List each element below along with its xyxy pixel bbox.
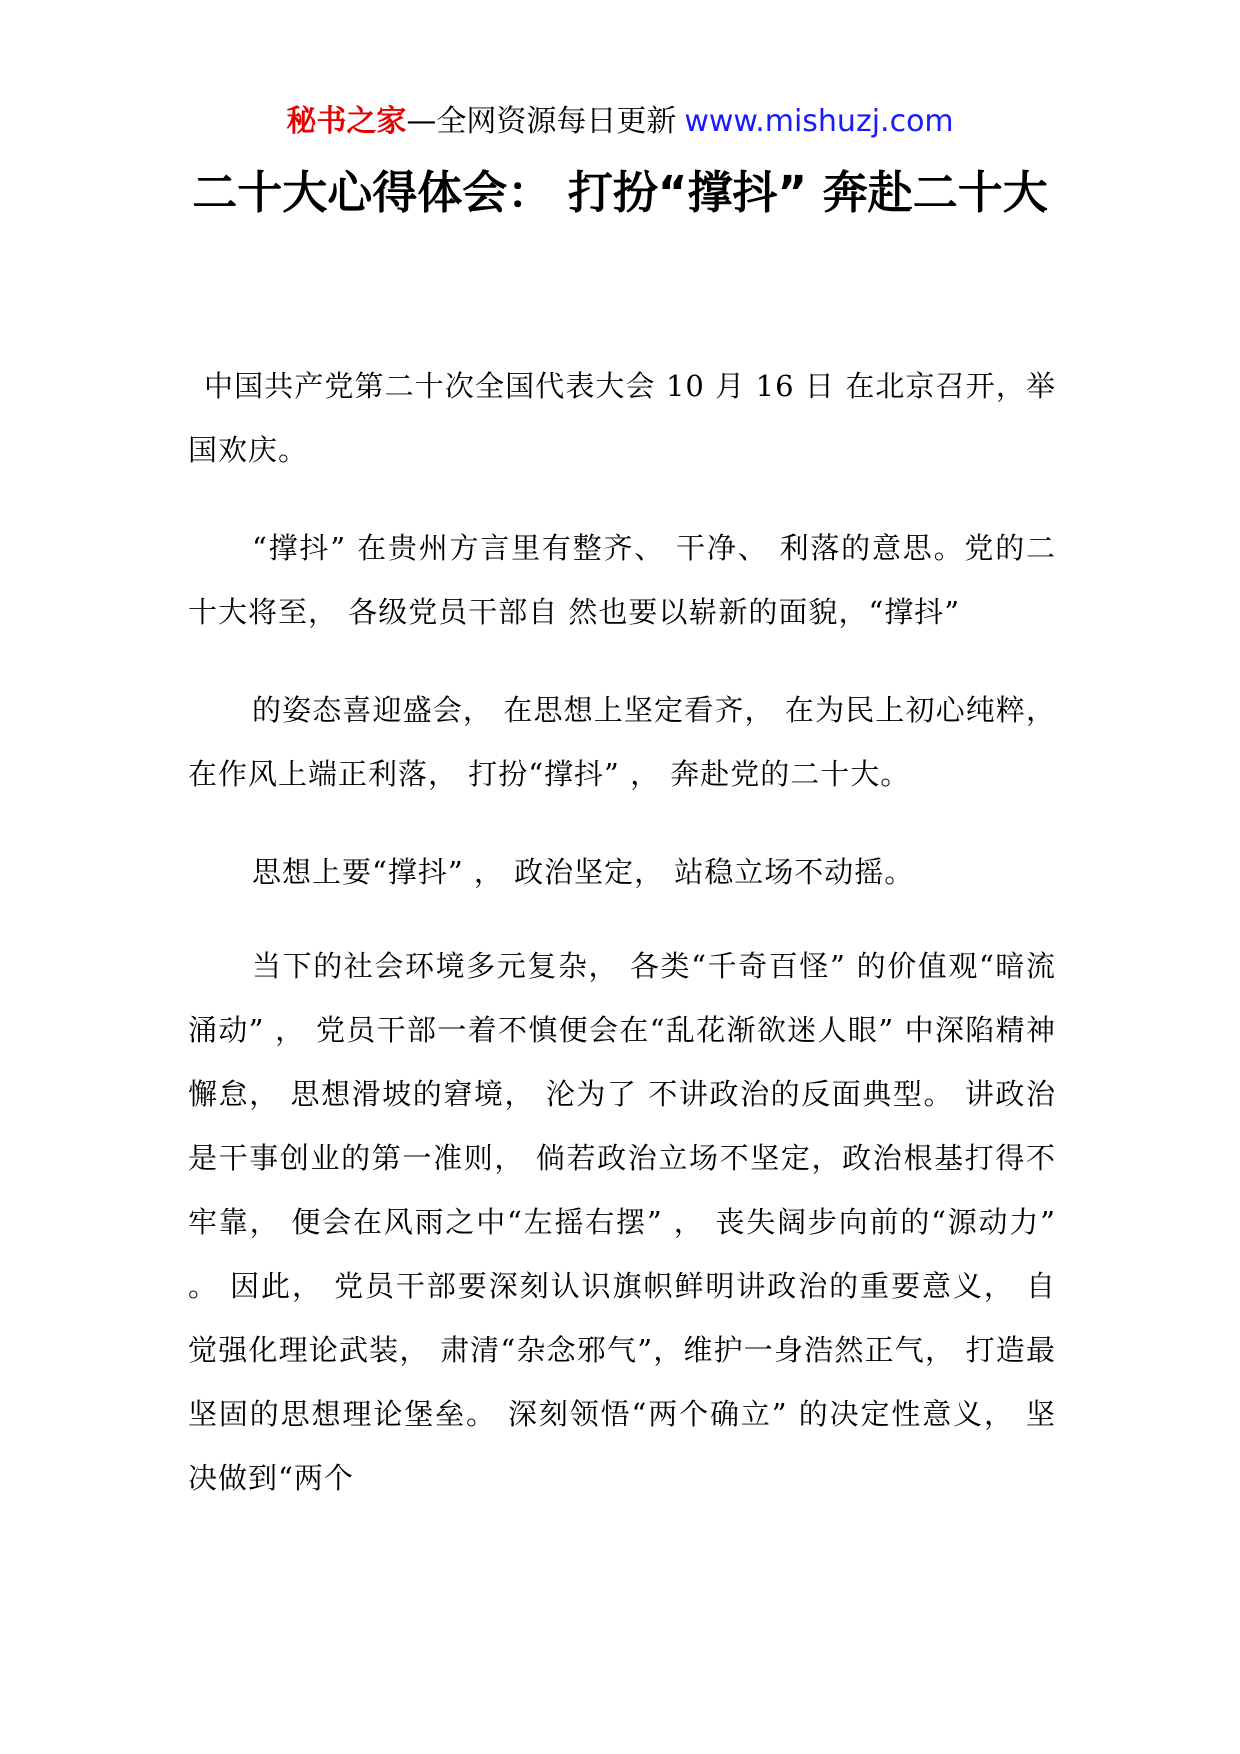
document-title: 二十大心得体会： 打扮“撑抖” 奔赴二十大 [192,166,1048,219]
document-body [188,354,1056,1544]
paragraph-3: 的姿态喜迎盛会， 在思想上坚定看齐， 在为民上初心纯粹，在作风上端正利落， 打扮“撑抖” ， 奔赴党的二十大。 [188,693,1056,791]
paragraph-4: 思想上要“撑抖” ， 政治坚定， 站稳立场不动摇。 [252,855,915,889]
site-header [0,102,1240,142]
site-tagline: —全网资源每日更新 [406,104,677,139]
site-brand: 秘书之家 [286,104,407,139]
paragraph-2: “撑抖” 在贵州方言里有整齐、 干净、 利落的意思。党的二十大将至， 各级党员干部自 然也要以崭新的面貌，“撑抖” [188,531,1056,629]
site-url-link[interactable]: www.mishuzj.com [684,104,954,139]
paragraph-1: 中国共产党第二十次全国代表大会 10 月 16 日 在北京召开，举国欢庆。 [188,369,1056,467]
paragraph-5: 当下的社会环境多元复杂， 各类“千奇百怪” 的价值观“暗流涌动” ， 党员干部一着不慎便会在“乱花渐欲迷人眼” 中深陷精神懈怠， 思想滑坡的窘境， 沦为了 不讲政治的反面典型。 讲政治是干事创业的第一准则， 倘若政治立场不坚定，政治根基打得不牢靠， 便会在风雨之中“左摇右摆” ， 丧失阔步向前的“源动力” 。 因此， 党员干部要深刻认识旗帜鲜明讲政治的重要意义， 自觉强化理论武装， 肃清“杂念邪气”，维护一身浩然正气， 打造最坚固的思想理论堡垒。 深刻领悟“两个确立” 的决定性意义， 坚决做到“两个 [188,949,1056,1495]
